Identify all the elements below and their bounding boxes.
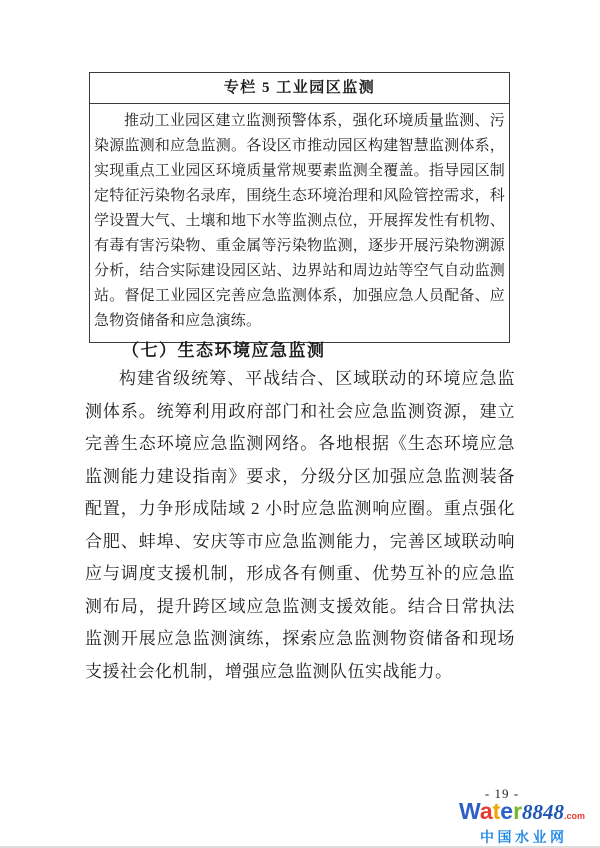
callout-box-industrial-park-monitoring [89, 72, 510, 343]
logo-letter-w: W [458, 798, 480, 824]
site-name-china-water-network: 中 国 水 业 网 [480, 831, 564, 846]
logo-tld-com: .com [564, 811, 586, 821]
section-body-paragraph: 构建省级统筹、平战结合、区域联动的环境应急监测体系。统筹利用政府部门和社会应急监测资源，建立完善生态环境应急监测网络。各地根据《生态环境应急监测能力建设指南》要求，分级分区加强应急监测装备配置，力争形成陆域 2 小时应急监测响应圈。重点强化合肥、蚌埠、安庆等市应急监测能力，完善区域联动响应与调度支援机制，形成各有侧重、优势互补的应急监测布局，提升跨区域应急监测支援效能。结合日常执法监测开展应急监测演练，探索应急监测物资储备和现场支援社会化机制，增强应急监测队伍实战能力。 [85, 369, 515, 681]
page-number: - 19 - [484, 786, 520, 801]
logo-letter-e: e [500, 798, 514, 824]
callout-box-title: 专栏 5 工业园区监测 [90, 73, 509, 104]
logo-letter-a: a [479, 798, 493, 824]
callout-box-body: 推动工业园区建立监测预警体系，强化环境质量监测、污染源监测和应急监测。各设区市推动园区构建智慧监测体系，实现重点工业园区环境质量常规要素监测全覆盖。指导园区制定特征污染物名录库，围绕生态环境治理和风险管控需求，科学设置大气、土壤和地下水等监测点位，开展挥发性有机物、有毒有害污染物、重金属等污染物监测，逐步开展污染物溯源分析，结合实际建设园区站、边界站和周边站等空气自动监测站。督促工业园区完善应急监测体系，加强应急人员配备、应急物资储备和应急演练。 [94, 113, 505, 329]
logo-number-8848: 8848 [522, 800, 565, 824]
water8848-watermark [452, 799, 592, 848]
water8848-logo [452, 799, 592, 829]
logo-letter-t: t [492, 798, 501, 824]
section-heading-emergency-monitoring: （七）生态环境应急监测 [122, 341, 326, 360]
logo-letter-r: r [513, 798, 523, 824]
